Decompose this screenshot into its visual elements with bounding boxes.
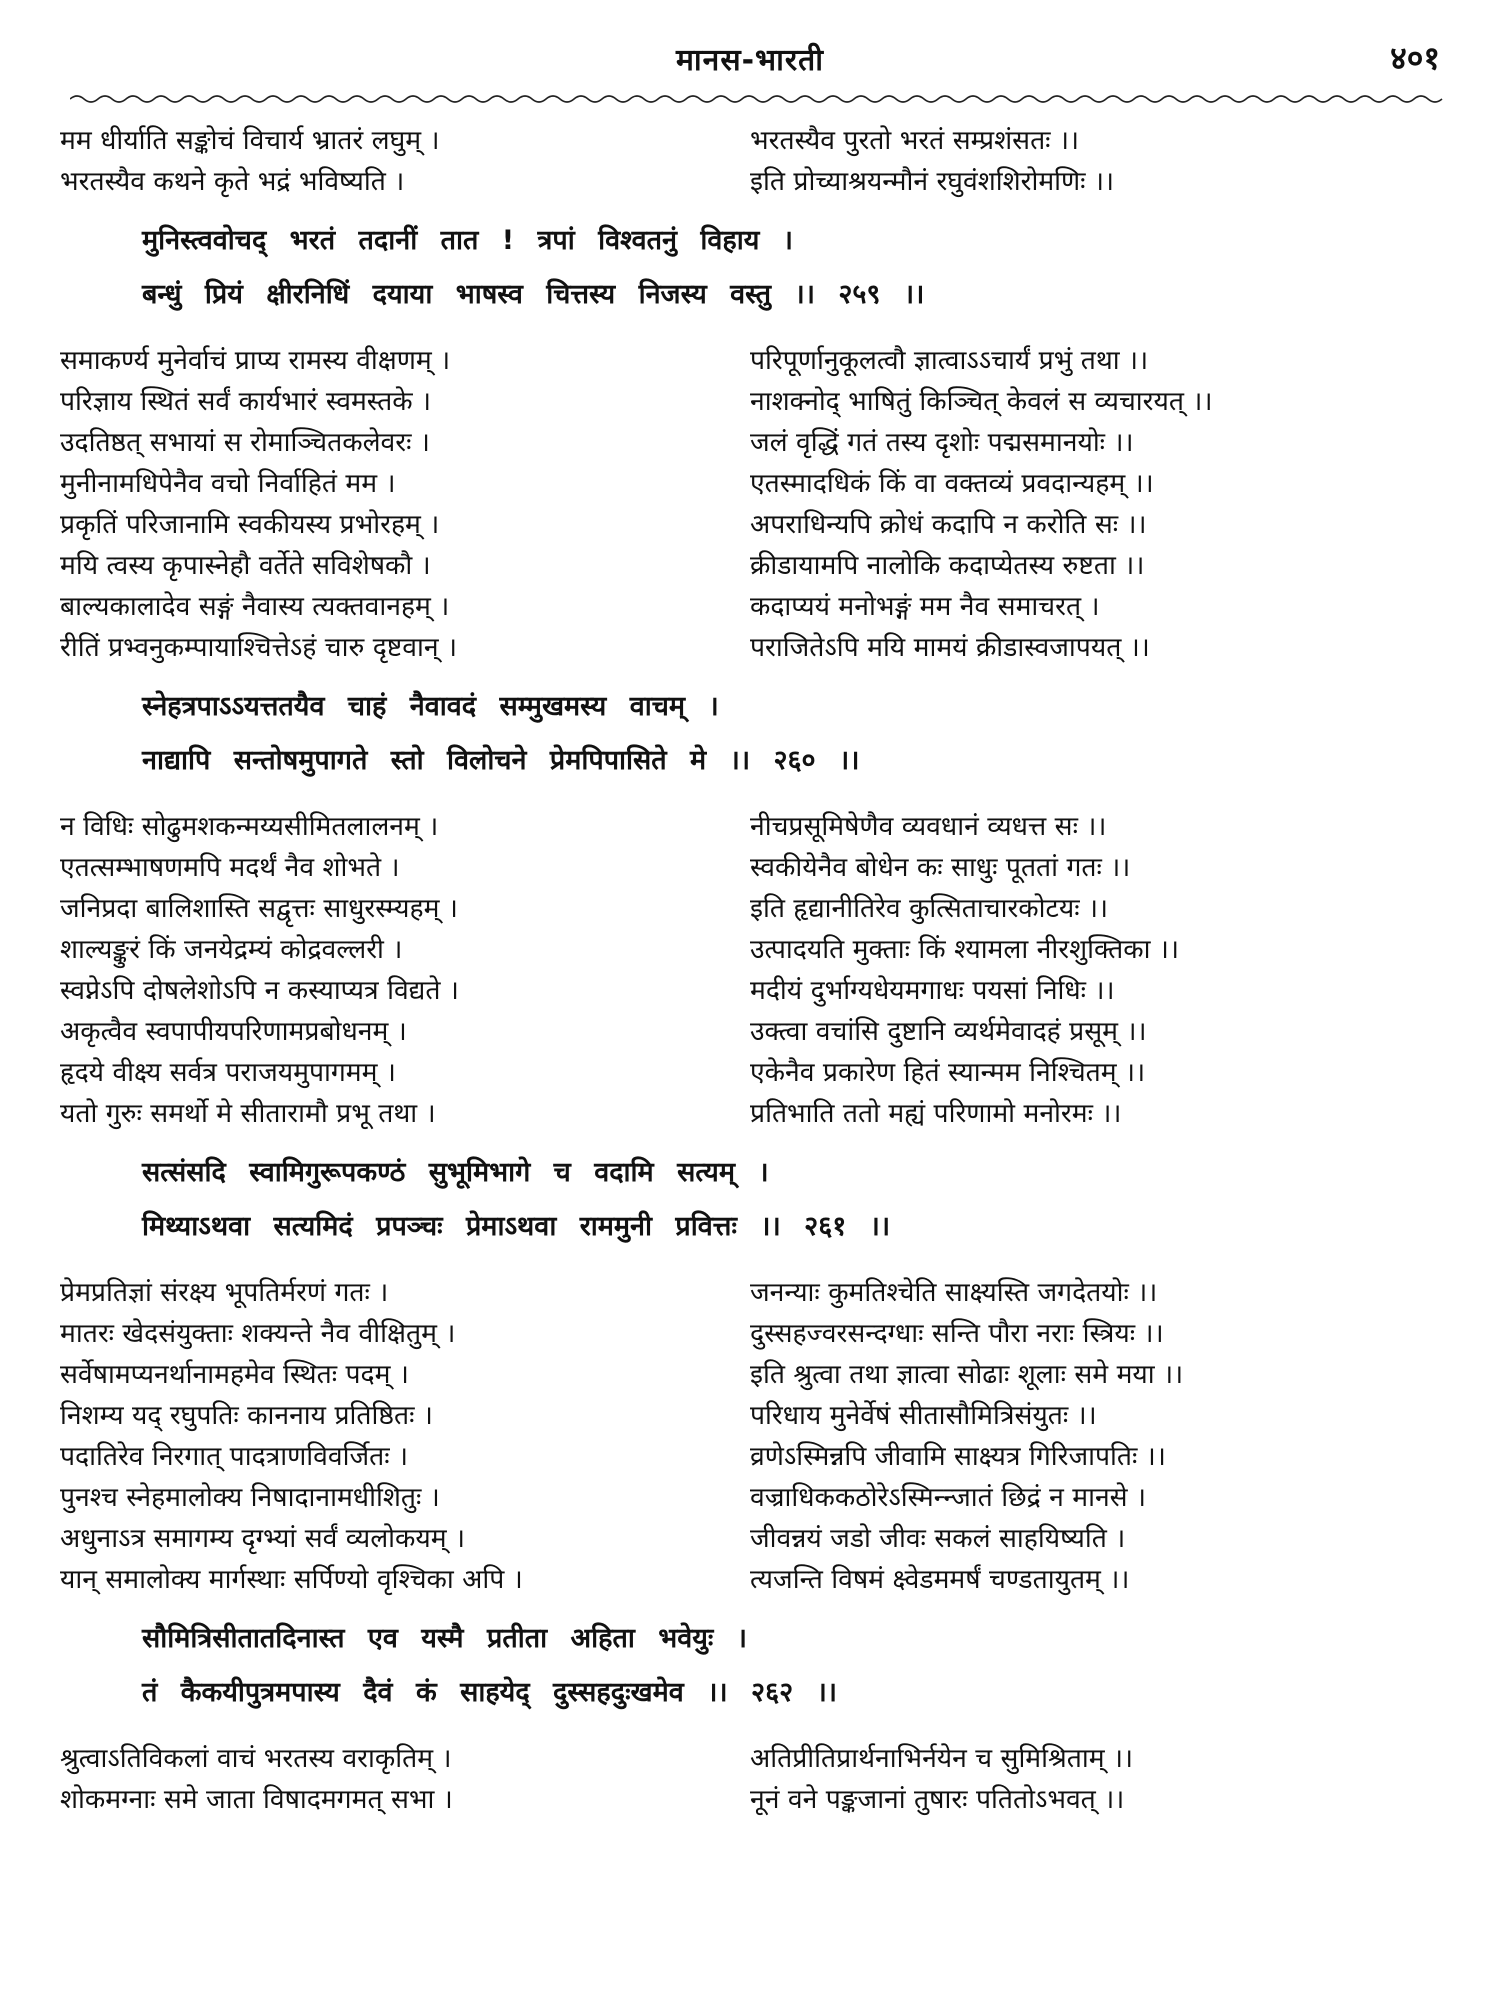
verse-half-right: एकेनैव प्रकारेण हितं स्यान्मम निश्चितम् ।। — [750, 1057, 1146, 1088]
verse-line — [60, 504, 1450, 545]
verse-half-right: नाशक्नोद् भाषितुं किञ्चित् केवलं स व्यचारयत् ।। — [750, 386, 1213, 417]
verse-line — [60, 970, 1450, 1011]
verse-half-right: भरतस्यैव पुरतो भरतं सम्प्रशंसतः ।। — [750, 125, 1080, 156]
verse-half-right: उत्पादयति मुक्ताः किं श्यामला नीरशुक्तिका ।। — [750, 934, 1179, 965]
doha-block — [60, 1146, 1450, 1254]
verse-line — [60, 1354, 1450, 1395]
verse-half-left: पदातिरेव निरगात् पादत्राणविवर्जितः । — [60, 1441, 409, 1472]
verse-group — [60, 1738, 1450, 1820]
verse-line — [60, 422, 1450, 463]
verse-half-right: पराजितेऽपि मयि मामयं क्रीडास्वजापयत् ।। — [750, 632, 1150, 663]
verse-line — [60, 627, 1450, 668]
verse-half-left: हृदये वीक्ष्य सर्वत्र पराजयमुपागमम् । — [60, 1057, 396, 1088]
verse-half-right: मदीयं दुर्भाग्यधेयमगाधः पयसां निधिः ।। — [750, 975, 1115, 1006]
verse-line — [60, 161, 1450, 202]
verse-half-left: भरतस्यैव कथने कृते भद्रं भविष्यति । — [60, 166, 405, 197]
verse-half-left: सर्वेषामप्यनर्थानामहमेव स्थितः पदम् । — [60, 1359, 409, 1390]
verse-line — [60, 1313, 1450, 1354]
page-number: ४०१ — [1390, 39, 1440, 77]
doha-line: सत्संसदि स्वामिगुरूपकण्ठं सुभूमिभागे च वदामि सत्यम् । — [142, 1157, 769, 1188]
page-header — [60, 30, 1440, 90]
doha-line: नाद्यापि सन्तोषमुपागते स्तो विलोचने प्रेमपिपासिते मे ।। २६० ।। — [142, 745, 860, 776]
verse-line — [60, 929, 1450, 970]
verse-half-left: शाल्यङ्कुरं किं जनयेद्रम्यं कोद्रवल्लरी । — [60, 934, 403, 965]
verse-half-left: बाल्यकालादेव सङ्गं नैवास्य त्यक्तवानहम् । — [60, 591, 450, 622]
verse-half-right: एतस्मादधिकं किं वा वक्तव्यं प्रवदान्यहम् ।। — [750, 468, 1154, 499]
verse-half-left: पुनश्च स्नेहमालोक्य निषादानामधीशितुः । — [60, 1482, 440, 1513]
verse-half-right: त्यजन्ति विषमं क्ष्वेडममर्षं चण्डतायुतम् ।। — [750, 1564, 1130, 1595]
verse-half-right: इति श्रुत्वा तथा ज्ञात्वा सोढाः शूलाः समे मया ।। — [750, 1359, 1184, 1390]
verse-line — [60, 381, 1450, 422]
verse-line — [60, 1518, 1450, 1559]
verse-half-left: रीतिं प्रभ्वनुकम्पायाश्चित्तेऽहं चारु दृष्टवान् । — [60, 632, 458, 663]
doha-line: तं कैकयीपुत्रमपास्य दैवं कं साहयेद् दुस्सहदुःखमेव ।। २६२ ।। — [142, 1677, 838, 1708]
doha-block — [60, 680, 1450, 788]
verse-line — [60, 545, 1450, 586]
verse-line — [60, 1436, 1450, 1477]
verse-half-left: समाकर्ण्य मुनेर्वाचं प्राप्य रामस्य वीक्षणम् । — [60, 345, 451, 376]
doha-line: सौमित्रिसीतातदिनास्त एव यस्मै प्रतीता अहिता भवेयुः । — [142, 1623, 747, 1654]
verse-half-left: यान् समालोक्य मार्गस्थाः सर्पिण्यो वृश्चिका अपि । — [60, 1564, 523, 1595]
verse-line — [60, 888, 1450, 929]
verse-line — [60, 120, 1450, 161]
verse-half-right: कदाप्ययं मनोभङ्गं मम नैव समाचरत् । — [750, 591, 1100, 622]
verse-line — [60, 847, 1450, 888]
verse-half-right: परिधाय मुनेर्वेषं सीतासौमित्रिसंयुतः ।। — [750, 1400, 1097, 1431]
verse-half-left: एतत्सम्भाषणमपि मदर्थं नैव शोभते । — [60, 852, 400, 883]
verse-half-left: न विधिः सोढुमशकन्मय्यसीमितलालनम् । — [60, 811, 439, 842]
doha-line: मिथ्याऽथवा सत्यमिदं प्रपञ्चः प्रेमाऽथवा राममुनी प्रवित्तः ।। २६१ ।। — [142, 1211, 891, 1242]
verse-half-right: व्रणेऽस्मिन्नपि जीवामि साक्ष्यत्र गिरिजापतिः ।। — [750, 1441, 1166, 1472]
doha-line: बन्धुं प्रियं क्षीरनिधिं दयाया भाषस्व चित्तस्य निजस्य वस्तु ।। २५९ ।। — [142, 279, 925, 310]
doha-block — [60, 1612, 1450, 1720]
header-wavy-rule — [70, 92, 1450, 106]
verse-half-left: निशम्य यद् रघुपतिः काननाय प्रतिष्ठितः । — [60, 1400, 433, 1431]
verse-line — [60, 1395, 1450, 1436]
verse-line — [60, 1272, 1450, 1313]
verse-half-right: परिपूर्णानुकूलत्वौ ज्ञात्वाऽऽचार्यं प्रभुं तथा ।। — [750, 345, 1149, 376]
doha-line: स्नेहत्रपाऽऽयत्ततयैव चाहं नैवावदं सम्मुखमस्य वाचम् । — [142, 691, 719, 722]
verse-half-right: स्वकीयेनैव बोधेन कः साधुः पूततां गतः ।। — [750, 852, 1131, 883]
verse-half-right: इति हृद्यानीतिरेव कुत्सिताचारकोटयः ।। — [750, 893, 1109, 924]
verse-half-left: मुनीनामधिपेनैव वचो निर्वाहितं मम । — [60, 468, 396, 499]
verse-half-right: उक्त्वा वचांसि दुष्टानि व्यर्थमेवादहं प्रसूम् ।। — [750, 1016, 1147, 1047]
verse-line — [60, 1093, 1450, 1134]
verse-half-left: परिज्ञाय स्थितं सर्वं कार्यभारं स्वमस्तके । — [60, 386, 432, 417]
verse-half-right: अतिप्रीतिप्रार्थनाभिर्नयेन च सुमिश्रिताम् ।। — [750, 1743, 1134, 1774]
verse-half-right: नूनं वने पङ्कजानां तुषारः पतितोऽभवत् ।। — [750, 1784, 1125, 1815]
verse-half-left: मम धीर्याति सङ्कोचं विचार्य भ्रातरं लघुम् । — [60, 125, 440, 156]
verse-line — [60, 1477, 1450, 1518]
verse-line — [60, 1011, 1450, 1052]
verse-line — [60, 1779, 1450, 1820]
verse-group — [60, 806, 1450, 1134]
verse-half-left: उदतिष्ठत् सभायां स रोमाञ्चितकलेवरः । — [60, 427, 430, 458]
doha-block — [60, 214, 1450, 322]
verse-half-left: प्रकृतिं परिजानामि स्वकीयस्य प्रभोरहम् । — [60, 509, 440, 540]
verse-half-left: प्रेमप्रतिज्ञां संरक्ष्य भूपतिर्मरणं गतः । — [60, 1277, 389, 1308]
verse-group — [60, 120, 1450, 202]
verse-line — [60, 463, 1450, 504]
verse-half-left: स्वप्नेऽपि दोषलेशोऽपि न कस्याप्यत्र विद्यते । — [60, 975, 459, 1006]
verse-line — [60, 806, 1450, 847]
verse-line — [60, 340, 1450, 381]
verse-half-left: अधुनाऽत्र समागम्य दृग्भ्यां सर्वं व्यलोकयम् । — [60, 1523, 466, 1554]
verse-half-right: जलं वृद्धिं गतं तस्य दृशोः पद्मसमानयोः ।। — [750, 427, 1134, 458]
verse-half-right: दुस्सहज्वरसन्दग्धाः सन्ति पौरा नराः स्त्रियः ।। — [750, 1318, 1164, 1349]
verse-line — [60, 1738, 1450, 1779]
verse-half-left: श्रुत्वाऽतिविकलां वाचं भरतस्य वराकृतिम् । — [60, 1743, 452, 1774]
verse-line — [60, 1052, 1450, 1093]
page-title: मानस-भारती — [675, 43, 825, 78]
verse-half-left: यतो गुरुः समर्थो मे सीतारामौ प्रभू तथा । — [60, 1098, 436, 1129]
verse-half-left: मयि त्वस्य कृपास्नेहौ वर्तेते सविशेषकौ । — [60, 550, 431, 581]
verse-half-right: नीचप्रसूमिषेणैव व्यवधानं व्यधत्त सः ।। — [750, 811, 1107, 842]
verse-half-left: मातरः खेदसंयुक्ताः शक्यन्ते नैव वीक्षितुम् । — [60, 1318, 456, 1349]
verse-group — [60, 1272, 1450, 1600]
verse-line — [60, 586, 1450, 627]
verse-group — [60, 340, 1450, 668]
verse-half-right: वज्राधिककठोरेऽस्मिन्न्जातं छिद्रं न मानसे । — [750, 1482, 1147, 1513]
verse-half-right: अपराधिन्यपि क्रोधं कदापि न करोति सः ।। — [750, 509, 1147, 540]
verse-half-right: जीवन्नयं जडो जीवः सकलं साहयिष्यति । — [750, 1523, 1126, 1554]
verse-half-right: क्रीडायामपि नालोकि कदाप्येतस्य रुष्टता ।। — [750, 550, 1145, 581]
doha-line: मुनिस्त्ववोचद् भरतं तदानीं तात ! त्रपां विश्वतनुं विहाय । — [142, 225, 794, 256]
page-body — [60, 120, 1450, 1832]
verse-half-left: जनिप्रदा बालिशास्ति सद्वृत्तः साधुरस्म्यहम् । — [60, 893, 458, 924]
verse-half-left: शोकमग्नाः समे जाता विषादमगमत् सभा । — [60, 1784, 453, 1815]
verse-half-right: प्रतिभाति ततो मह्यं परिणामो मनोरमः ।। — [750, 1098, 1122, 1129]
verse-half-left: अकृत्वैव स्वपापीयपरिणामप्रबोधनम् । — [60, 1016, 407, 1047]
verse-half-right: जनन्याः कुमतिश्चेति साक्ष्यस्ति जगदेतयोः ।। — [750, 1277, 1158, 1308]
verse-half-right: इति प्रोच्याश्रयन्मौनं रघुवंशशिरोमणिः ।। — [750, 166, 1115, 197]
verse-line — [60, 1559, 1450, 1600]
